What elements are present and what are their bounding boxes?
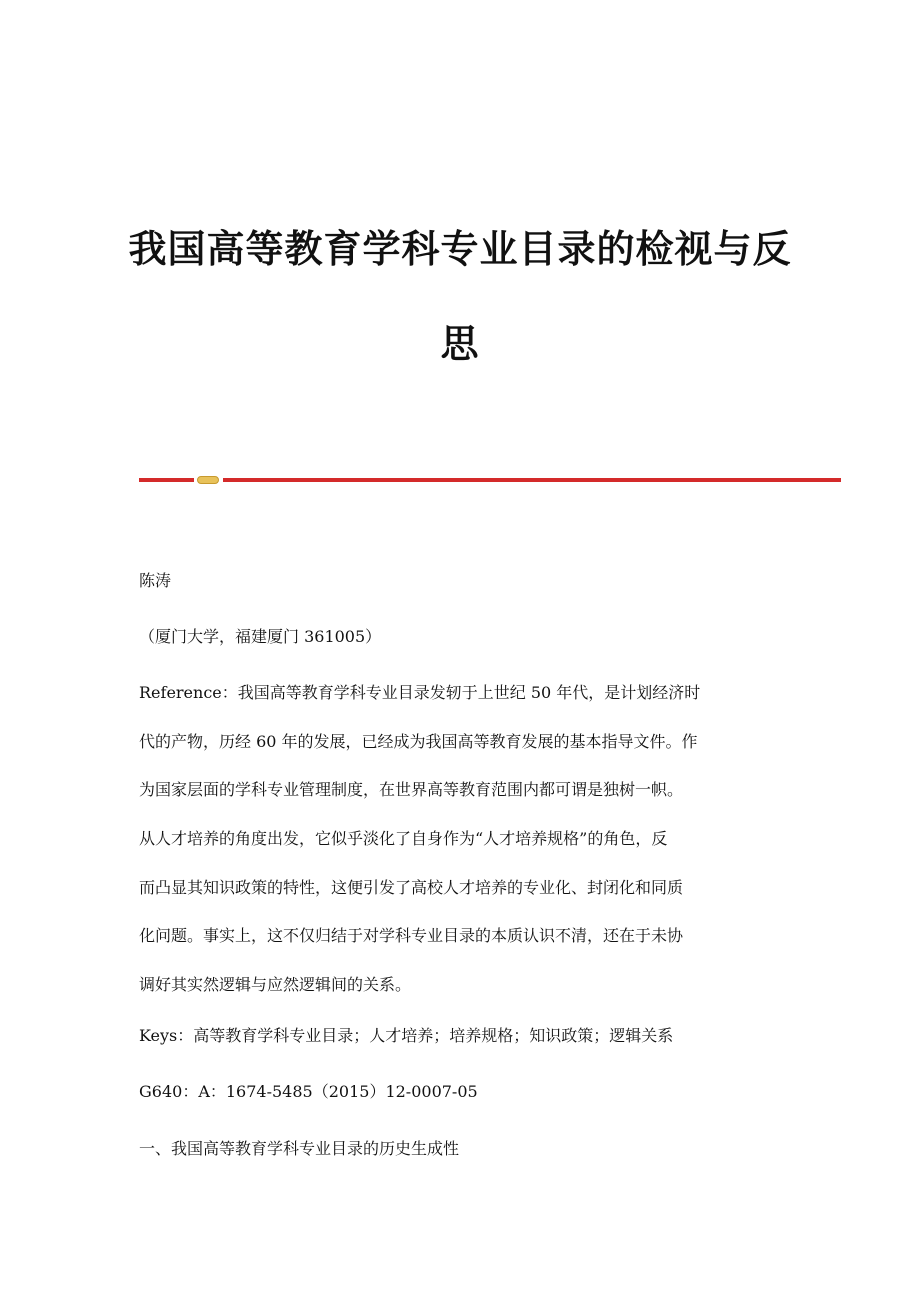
divider-right-segment <box>223 478 841 482</box>
abstract-line: 为国家层面的学科专业管理制度，在世界高等教育范围内都可谓是独树一帜。 <box>139 780 684 800</box>
keywords-line: Keys：高等教育学科专业目录；人才培养；培养规格；知识政策；逻辑关系 <box>139 1026 674 1045</box>
classification-code: G640：A：1674-5485（2015）12-0007-05 <box>139 1082 478 1101</box>
abstract-paragraph <box>139 683 789 1024</box>
abstract-line: 代的产物，历经 60 年的发展，已经成为我国高等教育发展的基本指导文件。作 <box>139 731 698 751</box>
abstract-line: 化问题。事实上，这不仅归结于对学科专业目录的本质认识不清，还在于未协 <box>139 926 684 946</box>
abstract-line: 调好其实然逻辑与应然逻辑间的关系。 <box>139 975 412 995</box>
title-divider <box>139 478 841 482</box>
author-affiliation: （厦门大学，福建厦门 361005） <box>139 627 382 646</box>
abstract-line: 从人才培养的角度出发，它似乎淡化了自身作为“人才培养规格”的角色，反 <box>139 829 668 849</box>
abstract-line: Reference：我国高等教育学科专业目录发轫于上世纪 50 年代，是计划经济时 <box>139 683 701 702</box>
document-title-line-1: 我国高等教育学科专业目录的检视与反 <box>128 227 792 271</box>
abstract-line: 而凸显其知识政策的特性，这便引发了高校人才培养的专业化、封闭化和同质 <box>139 877 684 897</box>
divider-left-segment <box>139 478 194 482</box>
document-title-line-2: 思 <box>440 322 480 366</box>
author-name: 陈涛 <box>139 571 172 590</box>
section-heading: 一、我国高等教育学科专业目录的历史生成性 <box>139 1139 460 1158</box>
divider-ornament-icon <box>197 476 219 484</box>
